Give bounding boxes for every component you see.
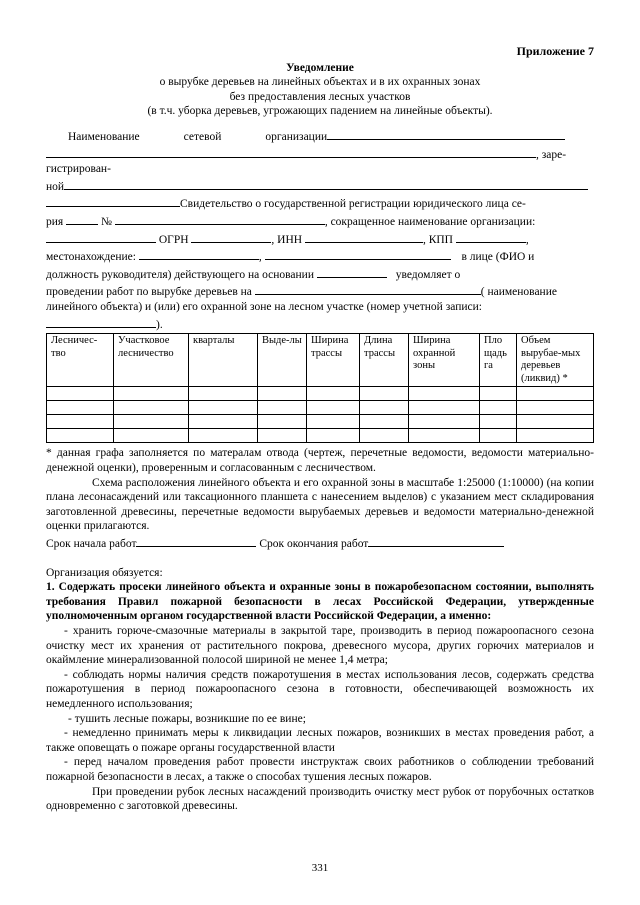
table-header-cell: Длина трассы	[360, 334, 409, 387]
table-cell[interactable]	[360, 415, 409, 429]
table-cell[interactable]	[360, 401, 409, 415]
table-header-row	[47, 334, 594, 387]
table-cell[interactable]	[360, 429, 409, 443]
number-field[interactable]	[115, 212, 325, 225]
table-header-cell: Ширина трассы	[307, 334, 360, 387]
table-cell[interactable]	[47, 429, 114, 443]
table-cell[interactable]	[409, 429, 480, 443]
ogrn-label: ОГРН	[158, 233, 189, 246]
table-cell[interactable]	[47, 401, 114, 415]
table-row	[47, 415, 594, 429]
table-cell[interactable]	[258, 387, 307, 401]
table-cell[interactable]	[114, 429, 189, 443]
registered-line	[46, 177, 594, 195]
table-cell[interactable]	[258, 415, 307, 429]
table-cell[interactable]	[114, 387, 189, 401]
org-label-1: Наименование	[68, 130, 140, 143]
table-cell[interactable]	[307, 429, 360, 443]
table-header-cell: Пло щадь га	[480, 334, 517, 387]
table-cell[interactable]	[114, 401, 189, 415]
end-label: Срок окончания работ	[259, 538, 369, 551]
org-name-field[interactable]	[327, 127, 565, 140]
table-cell[interactable]	[307, 387, 360, 401]
document-body	[46, 44, 594, 814]
bullet-item: - немедленно принимать меры к ликвидации лесных пожаров, возникших в местах проведения работ, а также оповещать о пожаре органы государственной власти	[46, 727, 594, 754]
notifies-label: уведомляет о	[395, 268, 461, 281]
inn-field[interactable]	[305, 230, 423, 243]
table-cell[interactable]	[189, 415, 258, 429]
short-name-field[interactable]	[46, 230, 156, 243]
document-title: Уведомление	[286, 61, 354, 74]
short-name-label: , сокращенное наименование организации:	[324, 215, 536, 228]
table-body	[47, 387, 594, 443]
point-1: 1. Содержать просеки линейного объекта и охранные зоны в пожаробезопасном состоянии, выполнять требования Правил пожарной безопасности в лесах Российской Федерации, утвержденные уполномоченным органом государственной власти Российской Федерации, а именно:	[46, 581, 594, 623]
location-field[interactable]	[139, 247, 259, 260]
ogrn-field[interactable]	[191, 230, 271, 243]
record-close: ).	[156, 318, 163, 331]
location-label: местонахождение:	[46, 251, 136, 264]
org-name-line	[46, 127, 594, 145]
table-header-cell: Выде-лы	[258, 334, 307, 387]
registered-label: , заре-	[536, 148, 567, 161]
series-label: рия	[46, 215, 64, 228]
location-field-2[interactable]	[265, 247, 451, 260]
table-header-cell: Ширина охранной зоны	[409, 334, 480, 387]
works-label: проведении работ по вырубке деревьев на	[46, 286, 252, 299]
ogrn-line	[46, 230, 594, 248]
certificate-label: Свидетельство о государственной регистрации юридического лица се-	[180, 198, 526, 211]
final-paragraph: При проведении рубок лесных насаждений производить очистку мест рубок от порубочных остатков одновременно с заготовкой древесины.	[46, 785, 594, 813]
end-date-field[interactable]	[368, 534, 504, 547]
table-cell[interactable]	[409, 415, 480, 429]
linear-line: линейного объекта) и (или) его охранной зоне на лесном участке (номер учетной записи:	[46, 300, 482, 313]
inn-label: , ИНН	[271, 233, 303, 246]
certificate-prefix-field[interactable]	[46, 194, 180, 207]
org-label-3: организации	[265, 130, 328, 143]
table-header-cell: Участковое лесничество	[114, 334, 189, 387]
series-line	[46, 212, 594, 230]
start-label: Срок начала работ	[46, 538, 137, 551]
org-name-field-cont[interactable]	[46, 145, 536, 158]
document-subtitle-3: (в т.ч. уборка деревьев, угрожающих падением на линейные объекты).	[147, 105, 493, 118]
table-cell[interactable]	[189, 429, 258, 443]
works-line	[46, 282, 594, 300]
table-cell[interactable]	[517, 429, 594, 443]
table-header-cell: Лесничес-тво	[47, 334, 114, 387]
position-line	[46, 265, 594, 283]
in-person-label: в лице (ФИО и	[461, 251, 535, 264]
table-header-cell: Объем вырубае-мых деревьев (ликвид) *	[517, 334, 594, 387]
table-cell[interactable]	[480, 429, 517, 443]
series-field[interactable]	[66, 212, 98, 225]
table-row	[47, 387, 594, 401]
table-cell[interactable]	[517, 401, 594, 415]
page-number: 331	[311, 862, 329, 874]
table-cell[interactable]	[517, 415, 594, 429]
kpp-comma: ,	[525, 233, 529, 246]
kpp-label: , КПП	[422, 233, 453, 246]
obj-name-label: ( наименование	[480, 286, 557, 299]
scheme-paragraph: Схема расположения линейного объекта и его охранной зоны в масштабе 1:25000 (1:10000) (на копии плана лесонасаждений или таксационного планшета с нанесением выделов) с указанием мест складирования заготовленной древесины, перечетные ведомости вырубаемых деревьев и ведомости материально-денежной оценки прилагаются.	[46, 476, 594, 533]
number-label: №	[100, 215, 112, 228]
table-cell[interactable]	[307, 415, 360, 429]
location-comma: ,	[258, 251, 262, 264]
table-cell[interactable]	[47, 415, 114, 429]
location-line	[46, 247, 594, 265]
table-cell[interactable]	[480, 387, 517, 401]
bullet-item: - хранить горюче-смазочные материалы в закрытой таре, производить в период пожароопасного сезона очистку мест их хранения от растительного покрова, древесного мусора, других горючих материалов и окаймление минерализованной полосой шириной не менее 1,4 метра;	[46, 625, 594, 667]
table-cell[interactable]	[307, 401, 360, 415]
bullet-item: - перед началом проведения работ провести инструктаж своих работников о соблюдении требований пожарной безопасности в лесах, а также о способах тушения лесных пожаров.	[46, 756, 594, 783]
position-label: должность руководителя) действующего на основании	[46, 268, 314, 281]
record-number-field[interactable]	[46, 315, 156, 328]
document-subtitle-1: о вырубке деревьев на линейных объектах и в их охранных зонах	[159, 76, 481, 89]
table-row	[47, 429, 594, 443]
table-cell[interactable]	[409, 401, 480, 415]
org-name-line-2	[46, 145, 594, 163]
kpp-field[interactable]	[456, 230, 526, 243]
obliges-heading: Организация обязуется:	[46, 566, 163, 579]
table-cell[interactable]	[480, 401, 517, 415]
linear-object-field[interactable]	[255, 282, 481, 295]
registered-cont: гистрирован-	[46, 163, 111, 176]
record-line	[46, 315, 594, 333]
document-subtitle-2: без предоставления лесных участков	[229, 90, 411, 103]
appendix-label: Приложение 7	[516, 44, 594, 58]
registered-end: ной	[46, 180, 65, 193]
start-date-field[interactable]	[136, 534, 256, 547]
forest-plot-table	[46, 333, 594, 443]
table-header-cell: кварталы	[189, 334, 258, 387]
table-cell[interactable]	[189, 387, 258, 401]
bullet-item: - соблюдать нормы наличия средств пожаротушения в местах использования лесов, содержать средства пожаротушения в период пожароопасного сезона в готовности, обеспечивающей возможность их немедленного использования;	[46, 668, 594, 710]
table-cell[interactable]	[258, 429, 307, 443]
table-cell[interactable]	[258, 401, 307, 415]
table-cell[interactable]	[360, 387, 409, 401]
table-cell[interactable]	[189, 401, 258, 415]
table-cell[interactable]	[480, 415, 517, 429]
footnote: * данная графа заполняется по матералам отвода (чертеж, перечетные ведомости, ведомости материально-денежной оценки), проверенным и согласованным с лесничеством.	[46, 447, 594, 475]
org-label-2: сетевой	[183, 130, 222, 143]
table-cell[interactable]	[517, 387, 594, 401]
table-cell[interactable]	[114, 415, 189, 429]
table-cell[interactable]	[409, 387, 480, 401]
certificate-line	[46, 194, 594, 212]
bullet-item: - тушить лесные пожары, возникшие по ее вине;	[68, 712, 306, 725]
registered-field[interactable]	[64, 177, 588, 190]
dates-line	[46, 534, 594, 552]
table-cell[interactable]	[47, 387, 114, 401]
basis-field[interactable]	[317, 265, 387, 278]
table-row	[47, 401, 594, 415]
